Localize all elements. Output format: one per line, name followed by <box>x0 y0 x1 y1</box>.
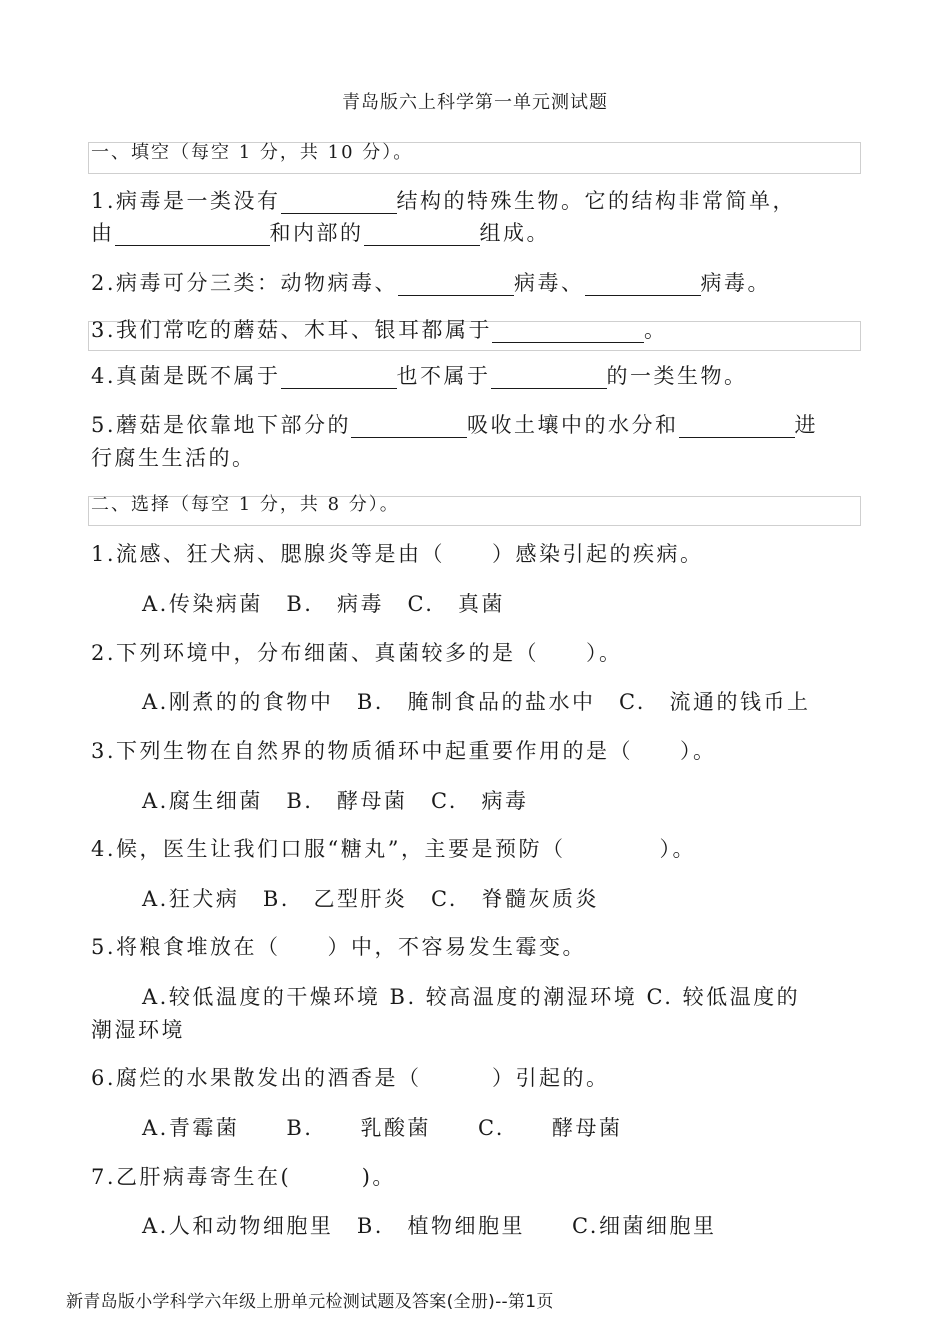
question-text: 病毒、 <box>514 271 585 295</box>
fill-question-1-line1 <box>91 186 796 216</box>
question-text: 。 <box>644 318 668 342</box>
answer-blank[interactable] <box>364 219 480 246</box>
choice-question-7: 7.乙肝病毒寄生在( )。 <box>91 1165 396 1189</box>
choice-options-2: A.刚煮的的食物中 B. 腌制食品的盐水中 C. 流通的钱币上 <box>142 690 811 714</box>
question-text: 的一类生物。 <box>606 364 748 388</box>
question-text: 结构的特殊生物。它的结构非常简单， <box>396 189 797 213</box>
fill-question-1-line2 <box>91 218 550 248</box>
choice-options-4: A.狂犬病 B. 乙型肝炎 C. 脊髓灰质炎 <box>142 887 599 911</box>
answer-blank[interactable] <box>281 362 397 389</box>
choice-options-7: A.人和动物细胞里 B. 植物细胞里 C.细菌细胞里 <box>142 1214 717 1238</box>
choice-question-2: 2.下列环境中，分布细菌、真菌较多的是（ ）。 <box>91 641 623 665</box>
choice-question-5: 5.将粮食堆放在（ ）中，不容易发生霉变。 <box>91 935 587 959</box>
answer-blank[interactable] <box>585 269 701 296</box>
question-text: 2.病毒可分三类：动物病毒、 <box>91 271 399 295</box>
choice-options-5: A.较低温度的干燥环境 B. 较高温度的潮湿环境 C. 较低温度的 <box>142 985 801 1009</box>
section1-header: 一、填空（每空 1 分，共 10 分）。 <box>91 142 414 163</box>
fill-question-4 <box>91 361 748 391</box>
answer-blank[interactable] <box>115 219 270 246</box>
question-text: 病毒。 <box>700 271 772 295</box>
fill-question-5-line2: 行腐生生活的。 <box>91 446 256 470</box>
page-footer: 新青岛版小学科学六年级上册单元检测试题及答案(全册)--第1页 <box>66 1292 554 1312</box>
question-text: 也不属于 <box>396 364 491 388</box>
question-text: 由 <box>91 221 115 245</box>
choice-question-4: 4.候，医生让我们口服“糖丸”，主要是预防（ ）。 <box>91 837 697 861</box>
choice-options-6: A.青霉菌 B. 乳酸菌 C. 酵母菌 <box>142 1116 623 1140</box>
question-text: 3.我们常吃的蘑菇、木耳、银耳都属于 <box>91 318 493 342</box>
fill-question-5-line1 <box>91 410 818 440</box>
answer-blank[interactable] <box>351 411 467 438</box>
choice-question-1: 1.流感、狂犬病、腮腺炎等是由（ ）感染引起的疾病。 <box>91 542 704 566</box>
question-text: 吸收土壤中的水分和 <box>467 413 679 437</box>
question-text: 1.病毒是一类没有 <box>91 189 281 213</box>
choice-options-3: A.腐生细菌 B. 酵母菌 C. 病毒 <box>142 789 529 813</box>
choice-options-5-cont: 潮湿环境 <box>91 1018 185 1042</box>
question-text: 组成。 <box>479 221 550 245</box>
answer-blank[interactable] <box>398 269 514 296</box>
choice-options-1: A.传染病菌 B. 病毒 C. 真菌 <box>142 592 505 616</box>
question-text: 进 <box>794 413 819 437</box>
question-text: 5.蘑菇是依靠地下部分的 <box>91 413 352 437</box>
choice-question-3: 3.下列生物在自然界的物质循环中起重要作用的是（ ）。 <box>91 739 717 763</box>
fill-question-3 <box>91 315 668 345</box>
choice-question-6: 6.腐烂的水果散发出的酒香是（ ）引起的。 <box>91 1066 610 1090</box>
answer-blank[interactable] <box>679 411 795 438</box>
section2-header: 二、选择（每空 1 分，共 8 分）。 <box>91 494 400 515</box>
answer-blank[interactable] <box>492 316 644 343</box>
page-title: 青岛版六上科学第一单元测试题 <box>342 92 608 113</box>
question-text: 4.真菌是既不属于 <box>91 364 281 388</box>
answer-blank[interactable] <box>281 187 397 214</box>
answer-blank[interactable] <box>491 362 607 389</box>
fill-question-2 <box>91 268 771 298</box>
question-text: 和内部的 <box>269 221 364 245</box>
